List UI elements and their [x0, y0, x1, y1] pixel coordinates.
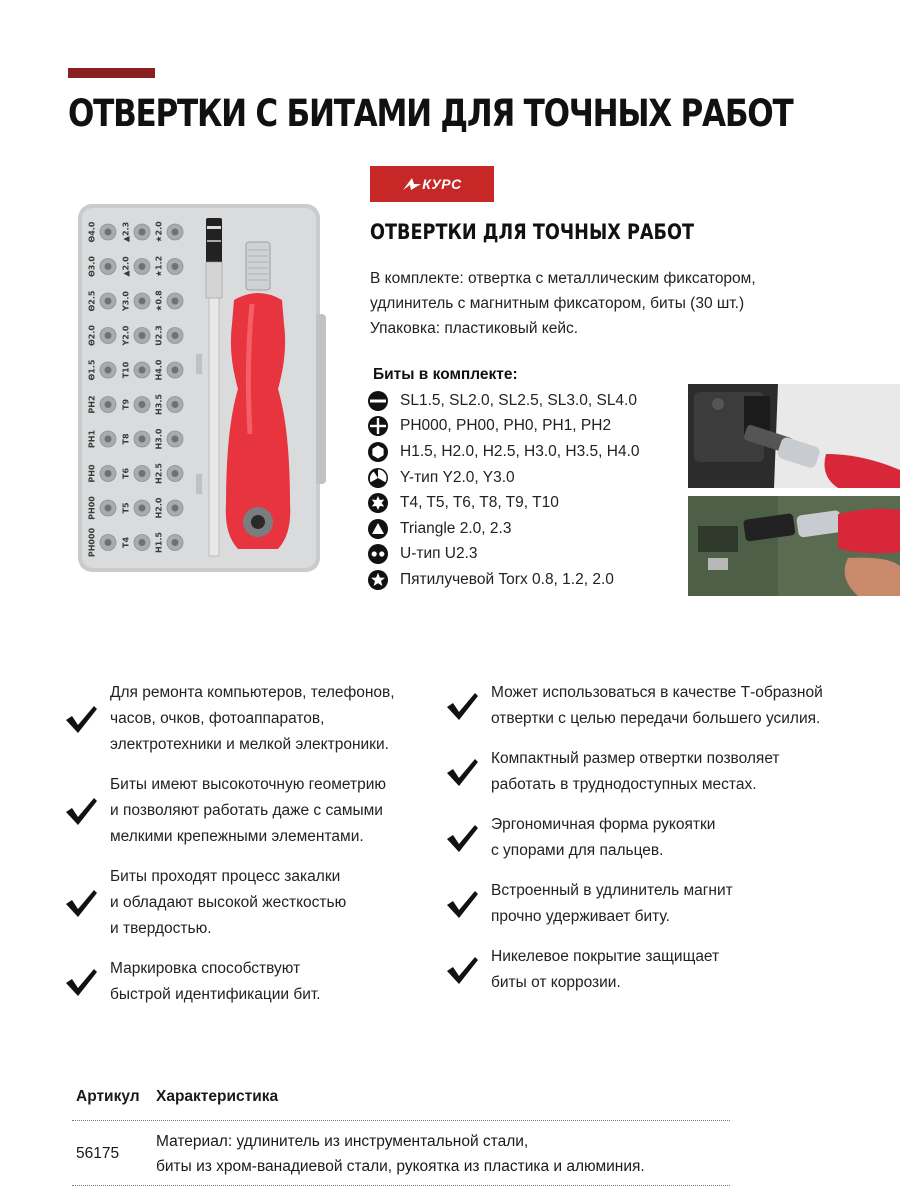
- characteristic: [156, 1129, 645, 1179]
- bit-tip: [105, 539, 112, 546]
- brand-name: КУРС: [422, 176, 462, 192]
- brand-arrow-icon: [402, 176, 422, 192]
- case-label: ★0.8: [154, 290, 164, 312]
- check-icon: [445, 691, 479, 721]
- bit-item: [367, 414, 640, 440]
- bit-tip: [139, 539, 146, 546]
- feature-line: прочно удерживает биту.: [491, 908, 670, 925]
- case-label: H2.5: [154, 463, 164, 484]
- accent-bar: [68, 68, 155, 78]
- feature-line: быстрой идентификации бит.: [110, 986, 321, 1003]
- case-label: ★1.2: [154, 255, 164, 278]
- description-line: Упаковка: пластиковый кейс.: [370, 320, 579, 337]
- case-label: Θ4.0: [87, 221, 97, 243]
- feature-line: и позволяют работать даже с самыми: [110, 802, 383, 819]
- bits-list: [367, 388, 640, 593]
- case-label: PH1: [87, 429, 97, 449]
- case-label: Y2.0: [121, 325, 131, 346]
- header-characteristic: Характеристика: [156, 1088, 279, 1105]
- header-article: Артикул: [76, 1088, 140, 1105]
- page-title: ОТВЕРТКИ С БИТАМИ ДЛЯ ТОЧНЫХ РАБОТ: [68, 92, 793, 135]
- feature-item: [445, 944, 823, 996]
- bit-tip: [172, 470, 179, 477]
- bit-label: H1.5, H2.0, H2.5, H3.0, H3.5, H4.0: [400, 442, 640, 460]
- case-label: H4.0: [154, 359, 164, 381]
- case-label: Θ2.0: [87, 325, 97, 346]
- bit-item: [367, 542, 640, 568]
- case-label: ★2.0: [154, 221, 164, 243]
- hex-icon: [367, 441, 389, 463]
- feature-item: [64, 772, 395, 850]
- feature-line: Эргономичная форма рукоятки: [491, 816, 716, 833]
- case-label: Θ1.5: [87, 359, 97, 381]
- feature-item: [64, 864, 395, 942]
- feature-item: [64, 680, 395, 758]
- bit-tip: [139, 436, 146, 443]
- check-icon: [64, 888, 98, 918]
- feature-line: Маркировка способствуют: [110, 960, 301, 977]
- case-label: H3.5: [154, 394, 164, 415]
- case-label: PH000: [87, 527, 97, 558]
- case-label: T4: [121, 536, 131, 549]
- bit-tip: [172, 229, 179, 236]
- bit-tip: [105, 505, 112, 512]
- feature-item: [445, 680, 823, 732]
- article-number: 56175: [76, 1145, 120, 1162]
- feature-line: Биты проходят процесс закалки: [110, 868, 341, 885]
- bit-tip: [105, 401, 112, 408]
- bit-label: Y-тип Y2.0, Y3.0: [400, 468, 515, 486]
- feature-line: биты от коррозии.: [491, 974, 621, 991]
- bit-tip: [105, 229, 112, 236]
- pentalobe-icon: [367, 569, 389, 591]
- case-label: H3.0: [154, 428, 164, 450]
- bit-tip: [139, 263, 146, 270]
- bit-tip: [105, 332, 112, 339]
- bit-tip: [105, 367, 112, 374]
- feature-item: [445, 812, 823, 864]
- table-row: [72, 1121, 730, 1186]
- slotted-icon: [367, 390, 389, 412]
- feature-line: Биты имеют высокоточную геометрию: [110, 776, 386, 793]
- case-label: T9: [121, 398, 131, 411]
- feature-line: Встроенный в удлинитель магнит: [491, 882, 733, 899]
- bit-item: [367, 388, 640, 414]
- u-type-icon: [367, 543, 389, 565]
- check-icon: [64, 796, 98, 826]
- product-case-image: [78, 204, 326, 572]
- bit-item: [367, 490, 640, 516]
- bit-label: Пятилучевой Torx 0.8, 1.2, 2.0: [400, 570, 614, 588]
- bit-tip: [139, 229, 146, 236]
- bit-label: Triangle 2.0, 2.3: [400, 519, 512, 537]
- description-line: В комплекте: отвертка с металлическим фиксатором,: [370, 270, 756, 287]
- feature-line: Компактный размер отвертки позволяет: [491, 750, 780, 767]
- bit-tip: [172, 401, 179, 408]
- feature-line: отвертки с целью передачи большего усилия.: [491, 710, 821, 727]
- case-label: Y3.0: [121, 291, 131, 311]
- case-label: PH2: [87, 395, 97, 414]
- bit-tip: [172, 367, 179, 374]
- feature-line: часов, очков, фотоаппаратов,: [110, 710, 325, 727]
- bit-tip: [172, 505, 179, 512]
- feature-line: Никелевое покрытие защищает: [491, 948, 720, 965]
- triangle-icon: [367, 518, 389, 540]
- bits-heading: Биты в комплекте:: [373, 366, 518, 383]
- bit-tip: [139, 470, 146, 477]
- bit-tip: [105, 470, 112, 477]
- features-left: [64, 680, 395, 1008]
- case-label: T10: [121, 361, 131, 379]
- bit-tip: [139, 298, 146, 305]
- usage-photo-circuit-board: [688, 496, 900, 596]
- check-icon: [64, 704, 98, 734]
- check-icon: [445, 955, 479, 985]
- case-label: H1.5: [154, 532, 164, 553]
- case-label: PH00: [87, 496, 97, 520]
- bit-tip: [139, 401, 146, 408]
- torx-icon: [367, 492, 389, 514]
- check-icon: [445, 889, 479, 919]
- bit-tip: [105, 298, 112, 305]
- bit-item: [367, 465, 640, 491]
- bit-tip: [172, 263, 179, 270]
- bit-tip: [172, 436, 179, 443]
- spec-table-header: [72, 1082, 730, 1121]
- case-label: H2.0: [154, 497, 164, 519]
- usage-photo-camera: [688, 384, 900, 488]
- bit-item: [367, 567, 640, 593]
- feature-item: [445, 746, 823, 798]
- check-icon: [445, 823, 479, 853]
- section-title: ОТВЕРТКИ ДЛЯ ТОЧНЫХ РАБОТ: [370, 220, 695, 244]
- feature-line: и обладают высокой жесткостью: [110, 894, 347, 911]
- feature-item: [445, 878, 823, 930]
- case-label: PH0: [87, 464, 97, 483]
- y-type-icon: [367, 467, 389, 489]
- bit-tip: [139, 505, 146, 512]
- feature-line: Может использоваться в качестве Т-образной: [491, 684, 823, 701]
- case-label: U2.3: [154, 325, 164, 346]
- case-label: Θ2.5: [87, 290, 97, 312]
- feature-line: работать в труднодоступных местах.: [491, 776, 757, 793]
- case-label: T6: [121, 467, 131, 480]
- feature-line: и твердостью.: [110, 920, 212, 937]
- case-label: T8: [121, 433, 131, 445]
- bit-tip: [172, 332, 179, 339]
- bit-label: SL1.5, SL2.0, SL2.5, SL3.0, SL4.0: [400, 391, 637, 409]
- bit-item: [367, 516, 640, 542]
- case-label: ▲2.0: [121, 256, 131, 277]
- bit-item: [367, 439, 640, 465]
- characteristic-line: биты из хром-ванадиевой стали, рукоятка из пластика и алюминия.: [156, 1158, 645, 1175]
- feature-line: с упорами для пальцев.: [491, 842, 664, 859]
- check-icon: [445, 757, 479, 787]
- bit-tip: [139, 367, 146, 374]
- product-description: [370, 266, 756, 341]
- bit-tip: [105, 436, 112, 443]
- check-icon: [64, 967, 98, 997]
- bit-label: T4, T5, T6, T8, T9, T10: [400, 494, 559, 512]
- case-label: Θ3.0: [87, 256, 97, 277]
- feature-line: Для ремонта компьютеров, телефонов,: [110, 684, 395, 701]
- phillips-icon: [367, 415, 389, 437]
- bit-tip: [139, 332, 146, 339]
- characteristic-line: Материал: удлинитель из инструментальной стали,: [156, 1133, 529, 1150]
- feature-item: [64, 956, 395, 1008]
- bit-tip: [172, 298, 179, 305]
- bit-tip: [105, 263, 112, 270]
- spec-table: [72, 1082, 730, 1186]
- feature-line: мелкими крепежными элементами.: [110, 828, 364, 845]
- case-label: T5: [121, 502, 131, 514]
- description-line: удлинитель с магнитным фиксатором, биты (30 шт.): [370, 295, 745, 312]
- brand-logo: [370, 166, 494, 202]
- feature-line: электротехники и мелкой электроники.: [110, 736, 389, 753]
- bit-label: U-тип U2.3: [400, 545, 478, 563]
- case-label: ▲2.3: [121, 221, 131, 243]
- bit-tip: [172, 539, 179, 546]
- bit-label: PH000, PH00, PH0, PH1, PH2: [400, 417, 612, 435]
- features-right: [445, 680, 823, 996]
